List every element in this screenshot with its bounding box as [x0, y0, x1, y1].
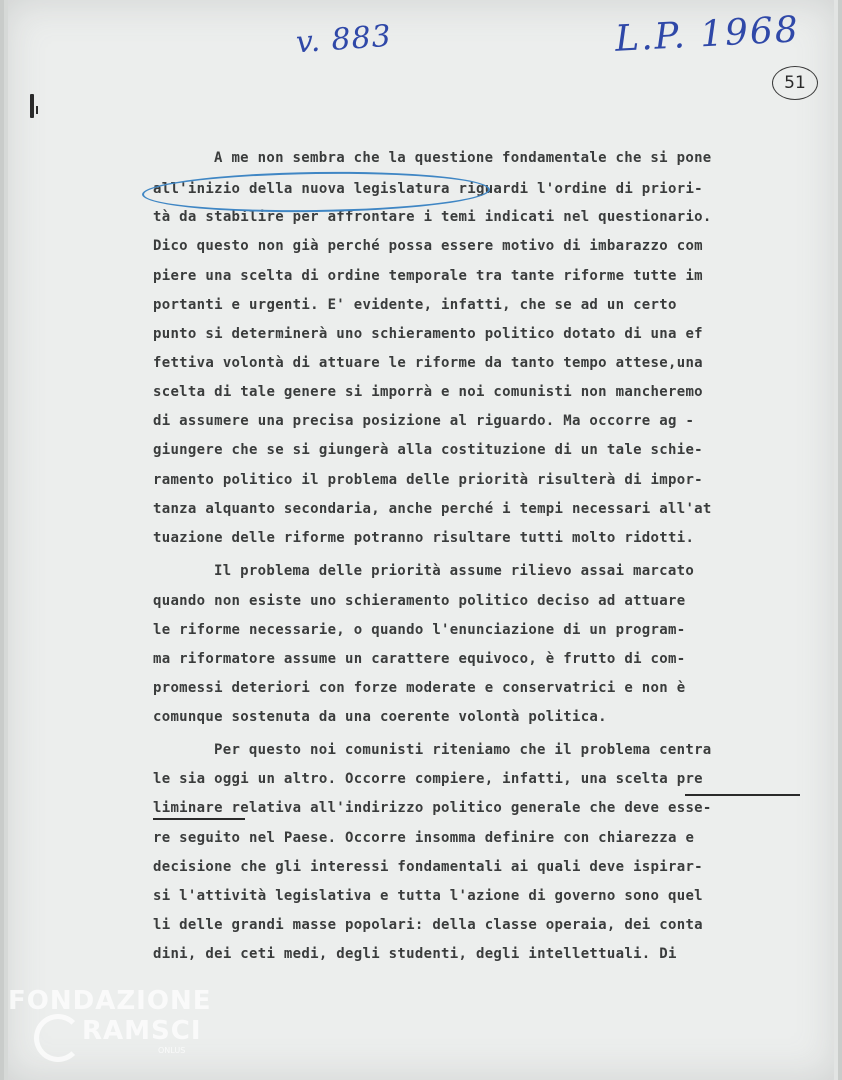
text-line: fettiva volontà di attuare le riforme da tanto tempo attese,una: [153, 355, 703, 371]
pen-underline-mark: [685, 794, 800, 796]
text-line: le sia oggi un altro. Occorre compiere, infatti, una scelta pre: [153, 771, 703, 787]
text-line: tanza alquanto secondaria, anche perché i tempi necessari all'at: [153, 501, 712, 517]
handwritten-date-note: L.P. 1968: [614, 9, 801, 60]
watermark-g-logo-icon: [34, 1014, 82, 1062]
watermark-line1: FONDAZIONE: [8, 986, 212, 1016]
text-line: comunque sostenuta da una coerente volontà politica.: [153, 709, 607, 725]
watermark-line2: RAMSCI: [82, 1016, 202, 1046]
text-line: dini, dei ceti medi, degli studenti, degli intellettuali. Di: [153, 946, 677, 962]
text-line: scelta di tale genere si imporrà e noi comunisti non mancheremo: [153, 384, 703, 400]
text-line: decisione che gli interessi fondamentali ai quali deve ispirar-: [153, 859, 703, 875]
text-line: Per questo noi comunisti riteniamo che il problema centra: [214, 742, 712, 758]
text-line: A me non sembra che la questione fondamentale che si pone: [214, 150, 712, 166]
text-line: di assumere una precisa posizione al riguardo. Ma occorre ag -: [153, 413, 695, 429]
text-line: promessi deteriori con forze moderate e conservatrici e non è: [153, 680, 686, 696]
text-line: le riforme necessarie, o quando l'enunciazione di un program-: [153, 622, 686, 638]
text-line: si l'attività legislativa e tutta l'azione di governo sono quel: [153, 888, 703, 904]
text-line: portanti e urgenti. E' evidente, infatti, che se ad un certo: [153, 297, 677, 313]
pen-underline-mark: [153, 818, 245, 820]
archive-watermark: [8, 986, 218, 1066]
text-line: liminare relativa all'indirizzo politico generale che deve esse-: [153, 800, 712, 816]
text-line: quando non esiste uno schieramento politico deciso ad attuare: [153, 593, 686, 609]
text-line: li delle grandi masse popolari: della classe operaia, dei conta: [153, 917, 703, 933]
text-line: ramento politico il problema delle priorità risulterà di impor-: [153, 472, 703, 488]
text-line: ma riformatore assume un carattere equivoco, è frutto di com-: [153, 651, 686, 667]
watermark-sub: ONLUS: [158, 1046, 186, 1055]
text-line: tà da stabilire per affrontare i temi indicati nel questionario.: [153, 209, 712, 225]
text-line: re seguito nel Paese. Occorre insomma definire con chiarezza e: [153, 830, 695, 846]
handwritten-reference-note: v. 883: [294, 18, 393, 61]
text-line: all'inizio della nuova legislatura riguardi l'ordine di priori-: [153, 181, 703, 197]
text-line: Il problema delle priorità assume rilievo assai marcato: [214, 563, 695, 579]
text-line: piere una scelta di ordine temporale tra tante riforme tutte im: [153, 268, 703, 284]
text-line: tuazione delle riforme potranno risultare tutti molto ridotti.: [153, 530, 695, 546]
text-line: giungere che se si giungerà alla costituzione di un tale schie-: [153, 442, 703, 458]
text-line: punto si determinerà uno schieramento politico dotato di una ef: [153, 326, 703, 342]
circled-page-number: 51: [772, 66, 818, 100]
text-line: Dico questo non già perché possa essere motivo di imbarazzo com: [153, 238, 703, 254]
